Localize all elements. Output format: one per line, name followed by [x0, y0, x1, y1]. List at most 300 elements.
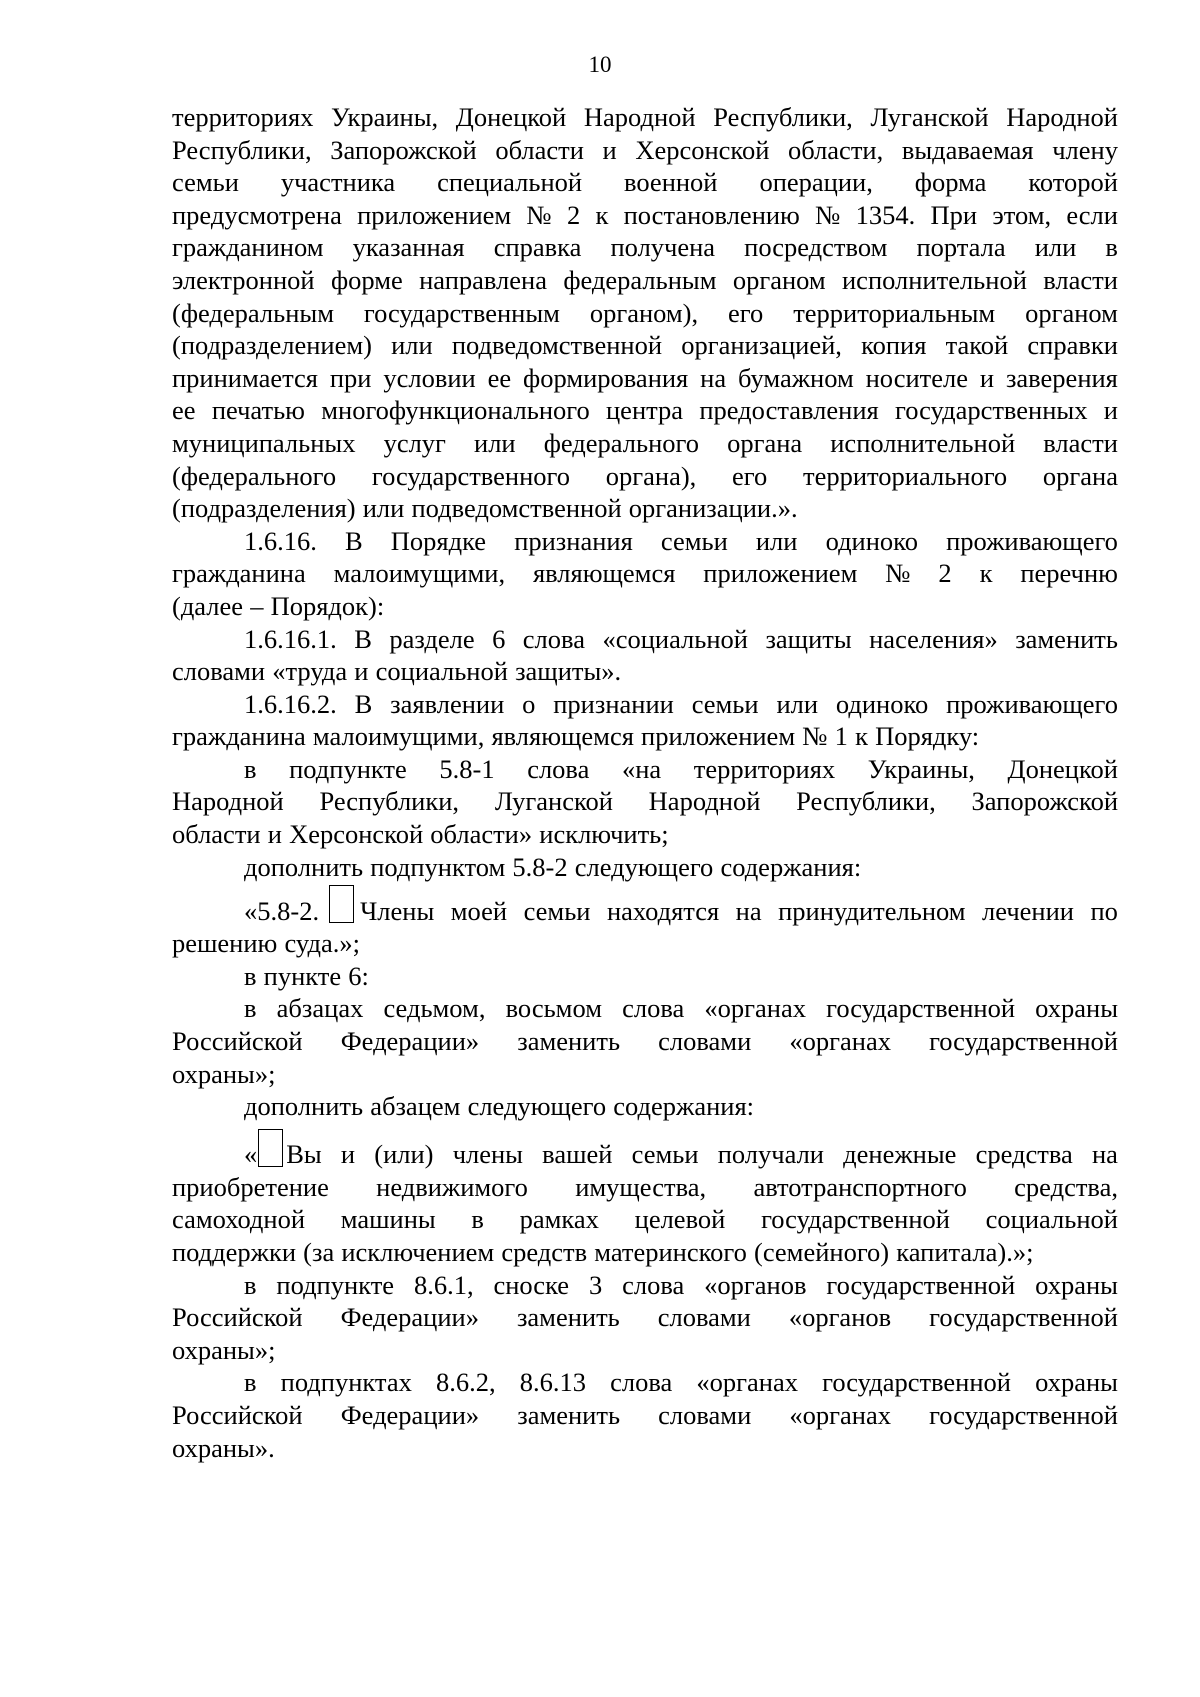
word: слова	[610, 1367, 673, 1398]
word: подведомственной	[451, 330, 663, 361]
text-line	[172, 1203, 1118, 1236]
word: или	[362, 493, 405, 524]
word: Федерации»	[340, 1302, 479, 1333]
word: гражданина	[172, 558, 306, 589]
word: охраны».	[172, 1432, 275, 1463]
word: Запорожской	[330, 134, 477, 165]
word: операции,	[759, 167, 873, 198]
text-line	[172, 1171, 1118, 1204]
word: выдаваемая	[901, 134, 1034, 165]
text-line	[172, 655, 1118, 688]
word: малоимущими,	[312, 721, 485, 752]
word: (федеральным	[172, 297, 334, 328]
word: услуг	[383, 427, 446, 458]
checkbox[interactable]	[258, 1129, 283, 1167]
word: Федерации»	[340, 1026, 480, 1057]
word: семьи	[660, 525, 728, 556]
item-label: «5.8-2.	[244, 895, 320, 926]
word: капитала).»;	[896, 1237, 1034, 1267]
word: по	[1090, 895, 1118, 926]
word: Вы	[286, 1139, 322, 1170]
text-line	[172, 1025, 1118, 1058]
word: «на	[621, 753, 662, 784]
word: в	[244, 1269, 257, 1300]
word: приложением	[357, 199, 512, 230]
word: справки	[1027, 330, 1118, 361]
word: Члены	[360, 895, 435, 926]
text-line	[172, 818, 1118, 851]
word: Херсонской	[635, 134, 770, 165]
word: области	[172, 819, 261, 850]
word: 5.8-1	[439, 753, 495, 784]
word: содержания:	[613, 1091, 754, 1122]
checkbox-line	[172, 893, 1118, 927]
text-line	[172, 525, 1118, 558]
word: «органах	[789, 1026, 891, 1057]
word: форма	[914, 167, 987, 198]
word: в	[244, 993, 257, 1024]
text-line	[172, 1236, 1118, 1269]
word: если	[1066, 199, 1118, 230]
word: электронной	[172, 264, 315, 295]
word: организации.».	[628, 493, 798, 524]
text-line	[172, 492, 1118, 525]
word: ее	[487, 362, 512, 393]
word: этом,	[992, 199, 1052, 230]
word: абзацем	[370, 1091, 461, 1122]
word: портала	[916, 232, 1006, 263]
word: охраны	[1035, 993, 1118, 1024]
word: «органах	[704, 993, 806, 1024]
word: исполнительной	[842, 264, 1027, 295]
word: целевой	[634, 1204, 726, 1235]
text-line	[172, 394, 1118, 427]
word: средства,	[1014, 1171, 1118, 1202]
checkbox-line	[172, 1137, 1118, 1171]
word: печатью	[211, 395, 305, 426]
word: или	[391, 330, 433, 361]
word: федерального	[543, 427, 699, 458]
word: суда.»;	[284, 928, 360, 959]
word: подпункте	[276, 1269, 395, 1300]
word: принимается	[172, 362, 318, 393]
word: получали	[717, 1139, 824, 1170]
word: поддержки	[172, 1237, 297, 1267]
word: предоставления	[699, 395, 879, 426]
text-line	[172, 427, 1118, 460]
text-line	[172, 460, 1118, 493]
word: в	[244, 753, 257, 784]
word: приложением	[703, 558, 858, 589]
word: муниципальных	[172, 427, 356, 458]
word: федеральным	[563, 264, 717, 295]
word: дополнить	[244, 851, 364, 882]
word: Народной	[648, 786, 761, 817]
word: №	[802, 721, 828, 752]
word: Республики,	[713, 102, 853, 132]
word: приложением	[641, 721, 796, 752]
word: Донецкой	[1007, 753, 1118, 784]
word: признании	[553, 688, 674, 719]
word: рамках	[519, 1204, 599, 1235]
word: Порядку:	[875, 721, 980, 752]
word: органом	[1025, 297, 1118, 328]
word: (федерального	[172, 460, 337, 491]
word: в	[244, 1367, 257, 1398]
word: исключением	[341, 1237, 495, 1267]
word: гражданином	[172, 232, 324, 263]
word: лечении	[982, 895, 1074, 926]
word: денежные	[843, 1139, 957, 1170]
word: государственным	[363, 297, 560, 328]
word: 1.6.16.1.	[244, 623, 337, 654]
word: Народной	[172, 786, 284, 817]
text-line	[172, 1334, 1118, 1367]
word: «труда	[272, 656, 348, 687]
word: исключить;	[539, 819, 669, 850]
word: семьи	[523, 895, 591, 926]
word: форме	[330, 264, 403, 295]
text-block	[172, 927, 1118, 1123]
word: одиноко	[825, 525, 918, 556]
word: Луганской	[870, 102, 989, 132]
word: 8.6.2,	[435, 1367, 496, 1398]
word: органа	[727, 427, 803, 458]
word: государственной	[761, 1204, 950, 1235]
word: к	[595, 199, 609, 230]
word: Донецкой	[455, 102, 567, 132]
word: которой	[1028, 167, 1118, 198]
word: или	[474, 427, 516, 458]
item-label: «	[244, 1139, 258, 1170]
text-line	[172, 1432, 1118, 1465]
word: Порядке	[390, 525, 487, 556]
word: перечню	[1020, 558, 1118, 589]
text-line	[172, 927, 1118, 960]
word: о	[522, 688, 536, 719]
word: органом),	[589, 297, 699, 328]
word: подпунктах	[280, 1367, 412, 1398]
word: «органов	[788, 1302, 892, 1333]
word: и	[340, 1139, 356, 1170]
word: «органов	[704, 1269, 807, 1300]
word: недвижимого	[376, 1171, 528, 1202]
text-line	[172, 231, 1118, 264]
word: на	[735, 895, 762, 926]
word: органом	[732, 264, 826, 295]
word: семьи	[691, 688, 759, 719]
word: признания	[514, 525, 633, 556]
word: Запорожской	[971, 786, 1118, 817]
word: словами	[657, 1302, 751, 1333]
word: и	[979, 362, 995, 393]
word: и	[1103, 395, 1118, 426]
word: слова	[622, 1269, 685, 1300]
word: заменить	[517, 1399, 621, 1430]
text-line	[172, 1090, 1118, 1123]
word: содержания:	[720, 851, 862, 882]
word: автотранспортного	[753, 1171, 967, 1202]
checkbox[interactable]	[329, 885, 354, 923]
word: 1.6.16.	[244, 525, 317, 556]
word: средства	[975, 1139, 1073, 1170]
text-line	[172, 1366, 1118, 1399]
word: Украины,	[331, 102, 439, 132]
text-line	[172, 623, 1118, 656]
word: В	[354, 623, 372, 654]
word: в	[471, 1204, 484, 1235]
text-line	[172, 720, 1118, 753]
word: участника	[280, 167, 396, 198]
word: слова	[622, 993, 685, 1024]
word: пункте	[263, 960, 342, 991]
word: машины	[340, 1204, 436, 1235]
text-line	[172, 199, 1118, 232]
word: социальной	[985, 1204, 1118, 1235]
word: государственной	[822, 1367, 1011, 1398]
word: 1354.	[855, 199, 916, 230]
word: охраны	[1035, 1367, 1118, 1398]
word: В	[354, 688, 373, 719]
word: решению	[172, 928, 278, 959]
word: Республики,	[319, 786, 460, 817]
word: 1	[834, 721, 848, 752]
word: вашей	[542, 1139, 613, 1170]
word: формирования	[523, 362, 689, 393]
word: седьмом,	[383, 993, 486, 1024]
word: проживающего	[946, 525, 1118, 556]
word: семьи	[172, 167, 239, 198]
word: (семейного)	[754, 1237, 890, 1267]
word: принудительном	[778, 895, 966, 926]
word: словами	[658, 1026, 752, 1057]
word: подведомственной	[411, 493, 622, 524]
word: 1.6.16.2.	[244, 688, 337, 719]
word: социальной	[375, 656, 508, 687]
text-line	[172, 753, 1118, 786]
word: государственной	[929, 1399, 1118, 1430]
word: государственной	[826, 1269, 1016, 1300]
word: территориях	[693, 753, 836, 784]
word: Российской	[172, 1302, 303, 1333]
word: к	[855, 721, 868, 752]
word: Народной	[583, 102, 696, 132]
word: в	[1105, 232, 1118, 263]
word: на	[700, 362, 727, 393]
word: области,	[788, 134, 884, 165]
word: копия	[861, 330, 927, 361]
word: на	[1091, 1139, 1118, 1170]
text-line	[172, 101, 1118, 134]
word: или	[1034, 232, 1077, 263]
word: подпункте	[289, 753, 407, 784]
word: 8.6.13	[519, 1367, 586, 1398]
word: члену	[1052, 134, 1118, 165]
word: предусмотрена	[172, 199, 342, 230]
word: –	[250, 590, 264, 621]
word: малоимущими,	[333, 558, 506, 589]
text-line	[172, 960, 1118, 993]
word: слова	[522, 623, 585, 654]
word: охраны»;	[172, 1334, 276, 1365]
word: центра	[606, 395, 684, 426]
word: одиноко	[835, 688, 929, 719]
text-line	[172, 134, 1118, 167]
word: государственной	[826, 993, 1016, 1024]
word: (подразделением)	[172, 330, 372, 361]
word: охраны»;	[172, 1058, 276, 1089]
word: к	[979, 558, 993, 589]
text-line	[172, 851, 1118, 884]
word: гражданина	[172, 721, 306, 752]
word: семьи	[631, 1139, 699, 1170]
word: следующего	[574, 851, 714, 882]
word: власти	[1043, 264, 1118, 295]
word: абзацах	[276, 993, 364, 1024]
checkbox-prefix	[244, 885, 434, 927]
word: направлена	[419, 264, 547, 295]
word: Российской	[172, 1399, 303, 1430]
word: государственной	[929, 1026, 1118, 1057]
word: территориальным	[793, 297, 996, 328]
word: 2	[938, 558, 952, 589]
word: следующего	[467, 1091, 607, 1122]
text-line	[172, 785, 1118, 818]
text-line	[172, 1269, 1118, 1302]
text-line	[172, 297, 1118, 330]
word: №	[815, 199, 841, 230]
word: «социальной	[602, 623, 748, 654]
word: специальной	[437, 167, 583, 198]
word: При	[930, 199, 978, 230]
word: такой	[945, 330, 1009, 361]
text-line	[172, 1301, 1118, 1334]
text-line	[172, 688, 1118, 721]
word: «органах	[789, 1399, 891, 1430]
word: восьмом	[505, 993, 602, 1024]
word: исполнительной	[830, 427, 1016, 458]
word: Херсонской	[289, 819, 424, 850]
word: 2	[566, 199, 581, 230]
word: власти	[1043, 427, 1118, 458]
word: №	[885, 558, 911, 589]
word: В	[344, 525, 363, 556]
word: разделе	[389, 623, 475, 654]
word: и	[267, 819, 282, 850]
word: области	[495, 134, 584, 165]
word: проживающего	[946, 688, 1118, 719]
word: заявлении	[390, 688, 505, 719]
page-number: 10	[588, 52, 612, 77]
word: условии	[383, 362, 476, 393]
word: (или)	[374, 1139, 434, 1170]
word: в	[244, 960, 257, 991]
word: моей	[450, 895, 508, 926]
text-line	[172, 1058, 1118, 1091]
word: военной	[624, 167, 718, 198]
word: Республики,	[172, 134, 312, 165]
word: Республики,	[796, 786, 936, 817]
text-block	[172, 1171, 1118, 1464]
word: защиты	[765, 623, 852, 654]
word: (подразделения)	[172, 493, 356, 524]
word: указанная	[352, 232, 465, 263]
word: органа	[1042, 460, 1118, 491]
document-body	[172, 101, 1118, 1464]
text-block	[172, 101, 1118, 883]
word: ее	[172, 395, 196, 426]
word: заменить	[1015, 623, 1118, 654]
text-line	[172, 329, 1118, 362]
word: самоходной	[172, 1204, 306, 1235]
word: сноске	[493, 1269, 570, 1300]
text-line	[172, 362, 1118, 395]
word: заверения	[1005, 362, 1118, 393]
word: имущества,	[575, 1171, 707, 1202]
word: слова	[527, 753, 590, 784]
word: его	[728, 297, 764, 328]
word: Федерации»	[340, 1399, 480, 1430]
word: получена	[610, 232, 716, 263]
text-line	[172, 1399, 1118, 1432]
word: словами	[172, 656, 266, 687]
word: находятся	[606, 895, 720, 926]
word: приобретение	[172, 1171, 329, 1202]
word: 3	[588, 1269, 603, 1300]
word: являющемся	[491, 721, 634, 752]
word: 6	[492, 623, 506, 654]
word: (далее	[172, 590, 244, 621]
word: государственной	[929, 1302, 1118, 1333]
word: при	[329, 362, 372, 393]
text-line	[172, 992, 1118, 1025]
word: защиты».	[515, 656, 622, 687]
word: постановлению	[623, 199, 800, 230]
text-line	[172, 166, 1118, 199]
word: органа),	[605, 460, 697, 491]
word: заменить	[517, 1026, 621, 1057]
word: «органах	[696, 1367, 798, 1398]
word: (за	[303, 1237, 335, 1267]
word: 8.6.1,	[413, 1269, 474, 1300]
text-line	[172, 264, 1118, 297]
word: справка	[493, 232, 582, 263]
word: Российской	[172, 1026, 303, 1057]
word: заменить	[516, 1302, 620, 1333]
word: являющемся	[532, 558, 676, 589]
word: многофункционального	[321, 395, 590, 426]
word: государственного	[371, 460, 571, 491]
word: населения»	[869, 623, 998, 654]
word: Народной	[1006, 102, 1118, 132]
word: Украины,	[867, 753, 975, 784]
word: и	[602, 134, 617, 165]
word: охраны	[1035, 1269, 1118, 1300]
word: или	[755, 525, 798, 556]
word: области»	[430, 819, 533, 850]
word: словами	[658, 1399, 752, 1430]
word: носителе	[865, 362, 968, 393]
word: подпунктом	[370, 851, 506, 882]
word: дополнить	[244, 1091, 364, 1122]
checkbox-prefix	[244, 1129, 322, 1171]
word: 6:	[348, 960, 369, 991]
word: средств	[501, 1237, 588, 1267]
word: посредством	[744, 232, 888, 263]
word: его	[732, 460, 768, 491]
word: бумажном	[737, 362, 854, 393]
text-line	[172, 590, 1118, 623]
